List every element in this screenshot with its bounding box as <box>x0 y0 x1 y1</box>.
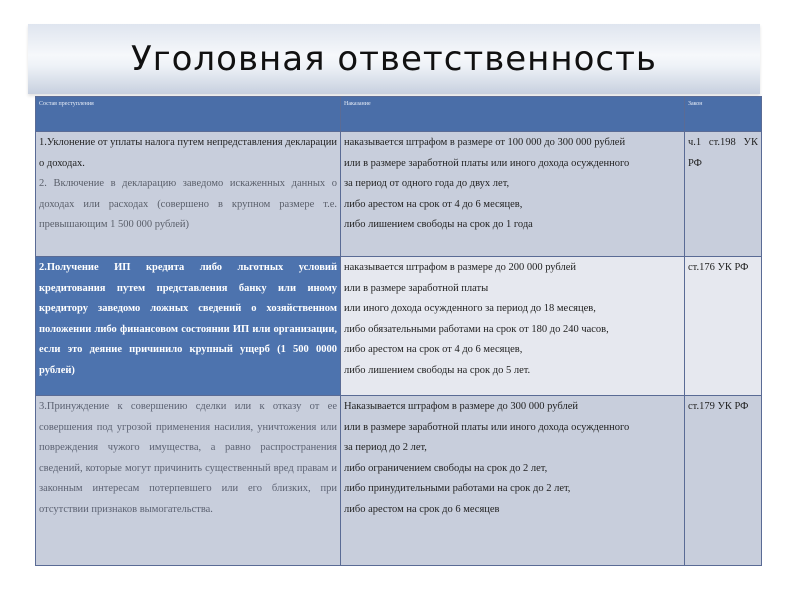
table-row <box>36 396 762 566</box>
crime-text: 1.Уклонение от уплаты налога путем непредставления декларации о доходах. <box>39 137 337 169</box>
law-cell: ст.176 УК РФ <box>685 257 762 396</box>
crime-cell <box>36 132 341 257</box>
crime-text: 2. Включение в декларацию заведомо искаженных данных о доходах или расходах (совершено в крупном размере т.е. превышающим 1 500 000 рублей) <box>39 178 337 230</box>
law-cell: ст.179 УК РФ <box>685 396 762 566</box>
table-row <box>36 257 762 396</box>
punishment-cell <box>341 396 685 566</box>
punishment-line: или в размере заработной платы или иного дохода осужденного <box>344 157 630 169</box>
punishment-line: или в размере заработной платы <box>344 282 489 294</box>
punishment-line: наказывается штрафом в размере до 200 000 рублей <box>344 262 577 273</box>
title-banner <box>28 24 760 94</box>
punishment-line: либо арестом на срок от 4 до 6 месяцев, <box>344 198 523 210</box>
punishment-line: наказывается штрафом в размере от 100 000 до 300 000 рублей <box>344 137 626 148</box>
punishment-line: либо принудительными работами на срок до 2 лет, <box>344 483 571 494</box>
punishment-line: либо ограничением свободы на срок до 2 лет, <box>344 462 548 474</box>
crime-text: 3.Принуждение к совершению сделки или к отказу от ее совершения под угрозой применения насилия, уничтожения или повреждения чужого имущества, а равно распространения сведений, которые могут причинить существенный вред правам и законным интересам потерпевшего или его близких, при отсутствии признаков вымогательства. <box>39 401 337 515</box>
punishment-line: либо арестом на срок до 6 месяцев <box>344 503 500 515</box>
punishment-line: либо лишением свободы на срок до 5 лет. <box>344 364 531 376</box>
crime-cell <box>36 396 341 566</box>
law-cell: ч.1 ст.198 УК РФ <box>685 132 762 257</box>
punishment-line: либо лишением свободы на срок до 1 года <box>344 219 533 230</box>
crime-text: 2.Получение ИП кредита либо льготных условий кредитования путем представления банку или иному кредитору заведомо ложных сведений о хозяйственном положении либо финансовом состоянии ИП или организации, если это деяние причинило крупный ущерб (1 500 0000 рублей) <box>39 262 337 376</box>
header-law: Закон <box>685 97 762 132</box>
punishment-line: или в размере заработной платы или иного дохода осужденного <box>344 421 630 433</box>
crime-cell <box>36 257 341 396</box>
punishment-line: Наказывается штрафом в размере до 300 000 рублей <box>344 401 578 412</box>
header-punishment: Наказание <box>341 97 685 132</box>
punishment-cell <box>341 257 685 396</box>
table-header-row <box>36 97 762 132</box>
punishment-line: либо арестом на срок от 4 до 6 месяцев, <box>344 344 523 355</box>
punishment-line: или иного дохода осужденного за период до 18 месяцев, <box>344 303 596 314</box>
punishment-cell <box>341 132 685 257</box>
table-row <box>36 132 762 257</box>
punishment-line: за период до 2 лет, <box>344 442 427 453</box>
header-crime: Состав преступления <box>36 97 341 132</box>
punishment-line: за период от одного года до двух лет, <box>344 178 510 189</box>
page-title: Уголовная ответственность <box>131 39 657 79</box>
liability-table <box>35 96 762 566</box>
punishment-line: либо обязательными работами на срок от 180 до 240 часов, <box>344 323 609 335</box>
